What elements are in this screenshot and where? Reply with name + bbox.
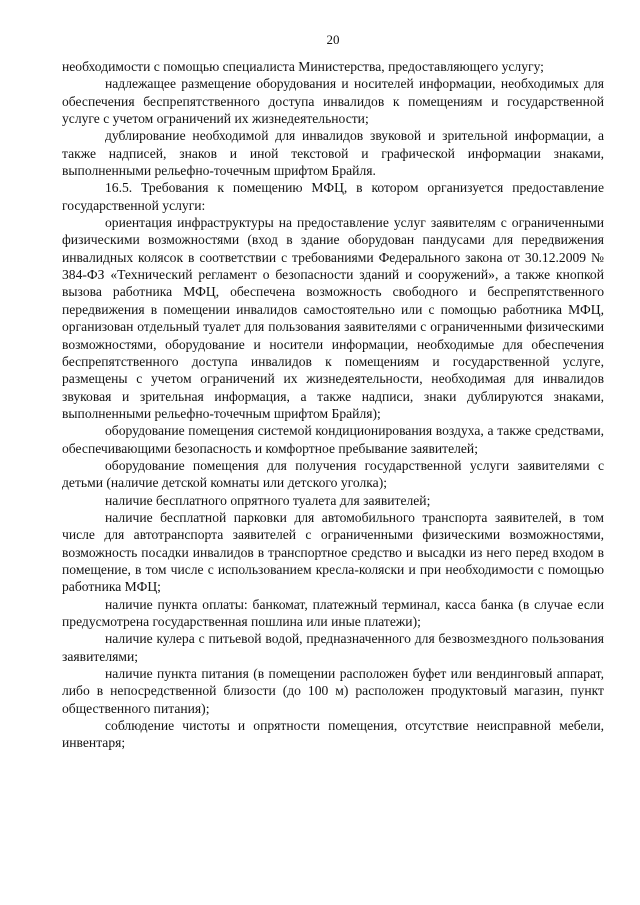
paragraph-free-toilet: наличие бесплатного опрятного туалета для заявителей; xyxy=(105,492,431,508)
paragraph-duplication-of-information: дублирование необходимой для инвалидов звуковой и зрительной информации, а также надписей, знаков и иной текстовой и графической информации знаками, выполненными рельефно-точечным шрифтом Брайля. xyxy=(62,128,604,179)
paragraph-continuation: необходимости с помощью специалиста Министерства, предоставляющего услугу; xyxy=(62,59,544,74)
paragraph-placement-of-equipment: надлежащее размещение оборудования и носителей информации, необходимых для обеспечения беспрепятственного доступа инвалидов к помещениям и государственной услуге с учетом ограничений их жизнедеятельности; xyxy=(62,76,604,127)
document-body xyxy=(62,58,604,752)
paragraph-cleanliness: соблюдение чистоты и опрятности помещения, отсутствие неисправной мебели, инвентаря; xyxy=(62,718,604,751)
paragraph-air-conditioning: оборудование помещения системой кондиционирования воздуха, а также средствами, обеспечивающими безопасность и комфортное пребывание заявителей; xyxy=(62,423,604,456)
page-number: 20 xyxy=(326,32,340,47)
paragraph-infrastructure-orientation: ориентация инфраструктуры на предоставление услуг заявителям с ограниченными физическими возможностями (вход в здание оборудован пандусами для передвижения инвалидных колясок в соответствии с требованиями Федерального закона от 30.12.2009 № 384-ФЗ «Технический регламент о безопасности зданий и сооружений», а также кнопкой вызова работника МФЦ, обеспечена возможность свободного и беспрепятственного передвижения в помещении инвалидов самостоятельно или с помощью работника МФЦ, организован отдельный туалет для пользования заявителями с ограниченными физическими возможностями, оборудование и носители информации, необходимые для обеспечения беспрепятственного доступа инвалидов к помещениям и государственной услуге, размещены с учетом ограничений их жизнедеятельности, необходимая для инвалидов звуковая и зрительная информация, а также надписи, знаки дублируются знаками, выполненными рельефно-точечным шрифтом Брайля); xyxy=(62,215,604,421)
paragraph-children-room: оборудование помещения для получения государственной услуги заявителями с детьми (наличие детской комнаты или детского уголка); xyxy=(62,457,604,491)
paragraph-free-parking: наличие бесплатной парковки для автомобильного транспорта заявителей, в том числе для автотранспорта заявителей с ограниченными физическими возможностями, возможность посадки инвалидов в транспортное средство и высадки из него перед входом в помещение, в том числе с использованием кресла-коляски и при необходимости с помощью работника МФЦ; xyxy=(62,509,604,595)
paragraph-water-cooler: наличие кулера с питьевой водой, предназначенного для безвозмездного пользования заявителями; xyxy=(62,631,604,664)
paragraph-section-16-5: 16.5. Требования к помещению МФЦ, в котором организуется предоставление государственной услуги: xyxy=(62,180,604,213)
paragraph-payment-point: наличие пункта оплаты: банкомат, платежный терминал, касса банка (в случае если предусмотрена государственная пошлина или иные платежи); xyxy=(62,596,604,629)
paragraph-food-point: наличие пункта питания (в помещении расположен буфет или вендинговый аппарат, либо в непосредственной близости (до 100 м) расположен продуктовый магазин, пункт общественного питания); xyxy=(62,666,604,716)
